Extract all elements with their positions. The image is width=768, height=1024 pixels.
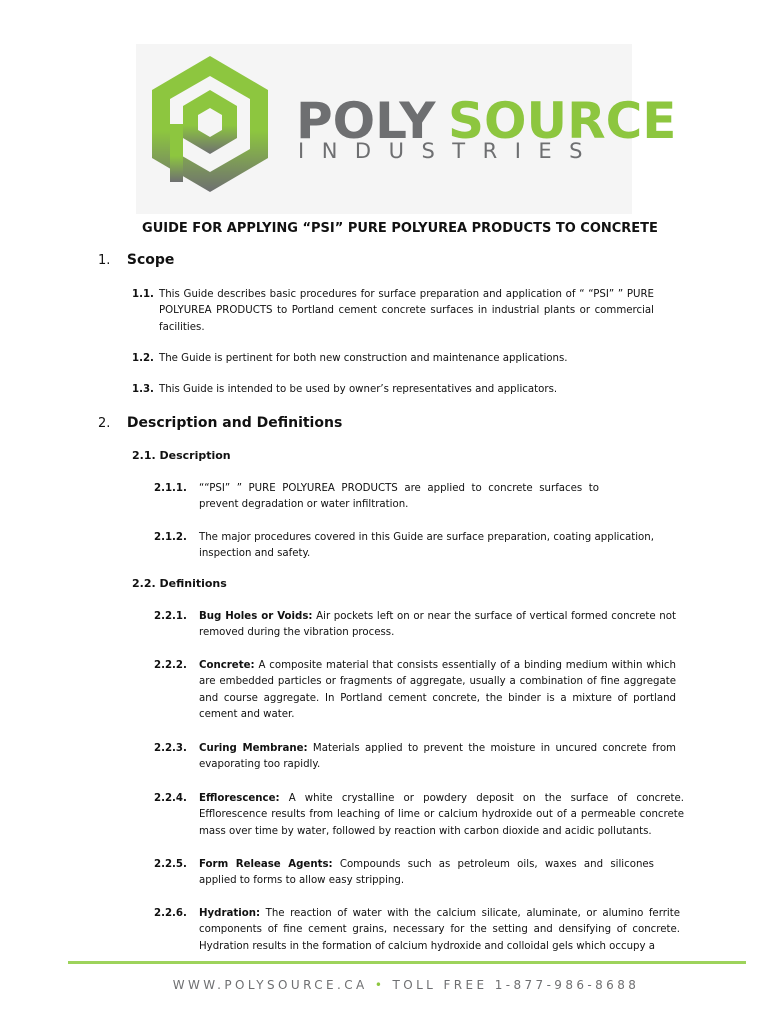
polysource-hexagon-icon: [140, 54, 280, 204]
brand-tagline: INDUSTRIES: [298, 139, 600, 163]
section-1-number: 1.: [98, 253, 111, 268]
definition-term: Hydration:: [199, 908, 261, 919]
brand-name-source: SOURCE: [448, 92, 677, 150]
definition-text: Materials applied to prevent the moisture in uncured concrete from evaporating too rapidly.: [199, 743, 676, 771]
list-item: [154, 530, 654, 563]
footer-phone: TOLL FREE 1-877-986-8688: [392, 978, 640, 992]
section-1-heading: [98, 252, 174, 268]
definition-text: The reaction of water with the calcium silicate, aluminate, or alumino ferrite components of fine cement grains, necessary for the setting and densifying of concrete. Hydration results in the formation of calcium hydroxide and colloidal gels which occupy a: [199, 908, 680, 952]
item-number: 2.2.6.: [154, 908, 187, 919]
item-number: 2.2.2.: [154, 660, 187, 671]
item-text: The Guide is pertinent for both new construction and maintenance applications.: [159, 353, 568, 364]
item-number: 2.1.1.: [154, 483, 187, 494]
definition-term: Concrete:: [199, 660, 255, 671]
definition-item: [154, 741, 676, 774]
definition-item: [154, 658, 676, 723]
definition-item: [154, 857, 654, 890]
section-2-title: Description and Definitions: [126, 415, 343, 431]
brand-name-poly: POLY: [296, 92, 436, 150]
item-text: The major procedures covered in this Guide are surface preparation, coating application, inspection and safety.: [199, 532, 654, 560]
footer-website: WWW.POLYSOURCE.CA: [172, 978, 368, 992]
definition-term: Form Release Agents:: [199, 859, 333, 870]
item-number: 1.3.: [132, 384, 154, 395]
definition-item: [154, 791, 684, 840]
definition-text: Compounds such as petroleum oils, waxes and silicones applied to forms to allow easy stripping.: [199, 859, 654, 887]
list-item: [132, 351, 654, 367]
footer: [0, 978, 768, 992]
item-number: 1.2.: [132, 353, 154, 364]
definition-item: [154, 609, 676, 642]
section-2-number: 2.: [98, 416, 111, 431]
item-text: ““PSI” ” PURE POLYUREA PRODUCTS are applied to concrete surfaces to prevent degradation or water infiltration.: [199, 483, 599, 511]
section-2-heading: [98, 415, 342, 431]
item-number: 2.2.1.: [154, 611, 187, 622]
item-number: 2.2.5.: [154, 859, 187, 870]
definition-term: Curing Membrane:: [199, 743, 308, 754]
item-text: This Guide describes basic procedures for surface preparation and application of “ “PSI” ” PURE POLYUREA PRODUCTS to Portland cement concrete surfaces in industrial plants or commercial facilities.: [159, 289, 654, 333]
footer-separator: •: [374, 978, 386, 992]
definition-text: Air pockets left on or near the surface of vertical formed concrete not removed during the vibration process.: [199, 611, 676, 639]
footer-divider: [68, 961, 746, 964]
list-item: [132, 287, 654, 336]
definition-item: [154, 906, 680, 956]
subsection-description-heading: 2.1. Description: [132, 449, 231, 462]
list-item: [132, 382, 654, 398]
definition-text: A white crystalline or powdery deposit on the surface of concrete. Efflorescence results from leaching of lime or calcium hydroxide out of a permeable concrete mass over time by water, followed by reaction with carbon dioxide and acidic pollutants.: [199, 793, 684, 837]
company-logo: [136, 44, 677, 214]
item-number: 2.1.2.: [154, 532, 187, 543]
list-item: [154, 481, 654, 514]
definition-text: A composite material that consists essentially of a binding medium within which are embedded particles or fragments of aggregate, usually a combination of fine aggregate and course aggregate. In Portland cement concrete, the binder is a mixture of portland cement and water.: [199, 660, 676, 720]
definition-term: Bug Holes or Voids:: [199, 611, 313, 622]
definition-term: Efflorescence:: [199, 793, 280, 804]
subsection-definitions-heading: 2.2. Definitions: [132, 577, 227, 590]
section-1-title: Scope: [126, 252, 175, 268]
item-number: 1.1.: [132, 289, 154, 300]
item-number: 2.2.3.: [154, 743, 187, 754]
item-number: 2.2.4.: [154, 793, 187, 804]
item-text: This Guide is intended to be used by owner’s representatives and applicators.: [159, 384, 558, 395]
document-title: GUIDE FOR APPLYING “PSI” PURE POLYUREA PRODUCTS TO CONCRETE: [142, 221, 658, 236]
